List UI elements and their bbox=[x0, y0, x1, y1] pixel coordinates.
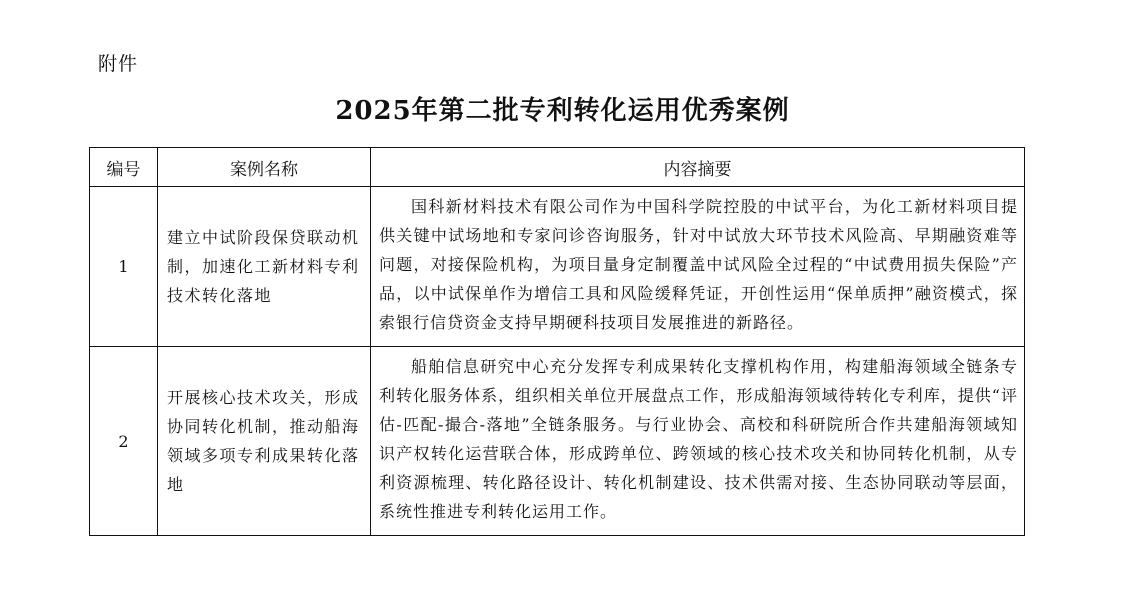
header-number: 编号 bbox=[90, 148, 158, 187]
table-row bbox=[90, 347, 1025, 536]
case-number: 2 bbox=[90, 347, 158, 536]
table-header-row bbox=[90, 148, 1025, 187]
header-summary: 内容摘要 bbox=[371, 148, 1025, 187]
case-number: 1 bbox=[90, 187, 158, 347]
table-row bbox=[90, 187, 1025, 347]
cases-table bbox=[89, 147, 1025, 536]
attachment-label: 附件 bbox=[98, 53, 139, 75]
case-summary: 国科新材料技术有限公司作为中国科学院控股的中试平台，为化工新材料项目提供关键中试场地和专家问诊咨询服务，针对中试放大环节技术风险高、早期融资难等问题，对接保险机构，为项目量身定制覆盖中试风险全过程的“中试费用损失保险”产品，以中试保单作为增信工具和风险缓释凭证，开创性运用“保单质押”融资模式，探索银行信贷资金支持早期硬科技项目发展推进的新路径。 bbox=[371, 187, 1025, 347]
header-case-name: 案例名称 bbox=[158, 148, 371, 187]
case-name: 开展核心技术攻关，形成协同转化机制，推动船海领域多项专利成果转化落地 bbox=[158, 347, 371, 536]
document-title: 2025年第二批专利转化运用优秀案例 bbox=[335, 96, 790, 126]
case-summary: 船舶信息研究中心充分发挥专利成果转化支撑机构作用，构建船海领域全链条专利转化服务体系，组织相关单位开展盘点工作，形成船海领域待转化专利库，提供“评估-匹配-撮合-落地”全链条服务。与行业协会、高校和科研院所合作共建船海领域知识产权转化运营联合体，形成跨单位、跨领域的核心技术攻关和协同转化机制，从专利资源梳理、转化路径设计、转化机制建设、技术供需对接、生态协同联动等层面，系统性推进专利转化运用工作。 bbox=[371, 347, 1025, 536]
case-name: 建立中试阶段保贷联动机制，加速化工新材料专利技术转化落地 bbox=[158, 187, 371, 347]
